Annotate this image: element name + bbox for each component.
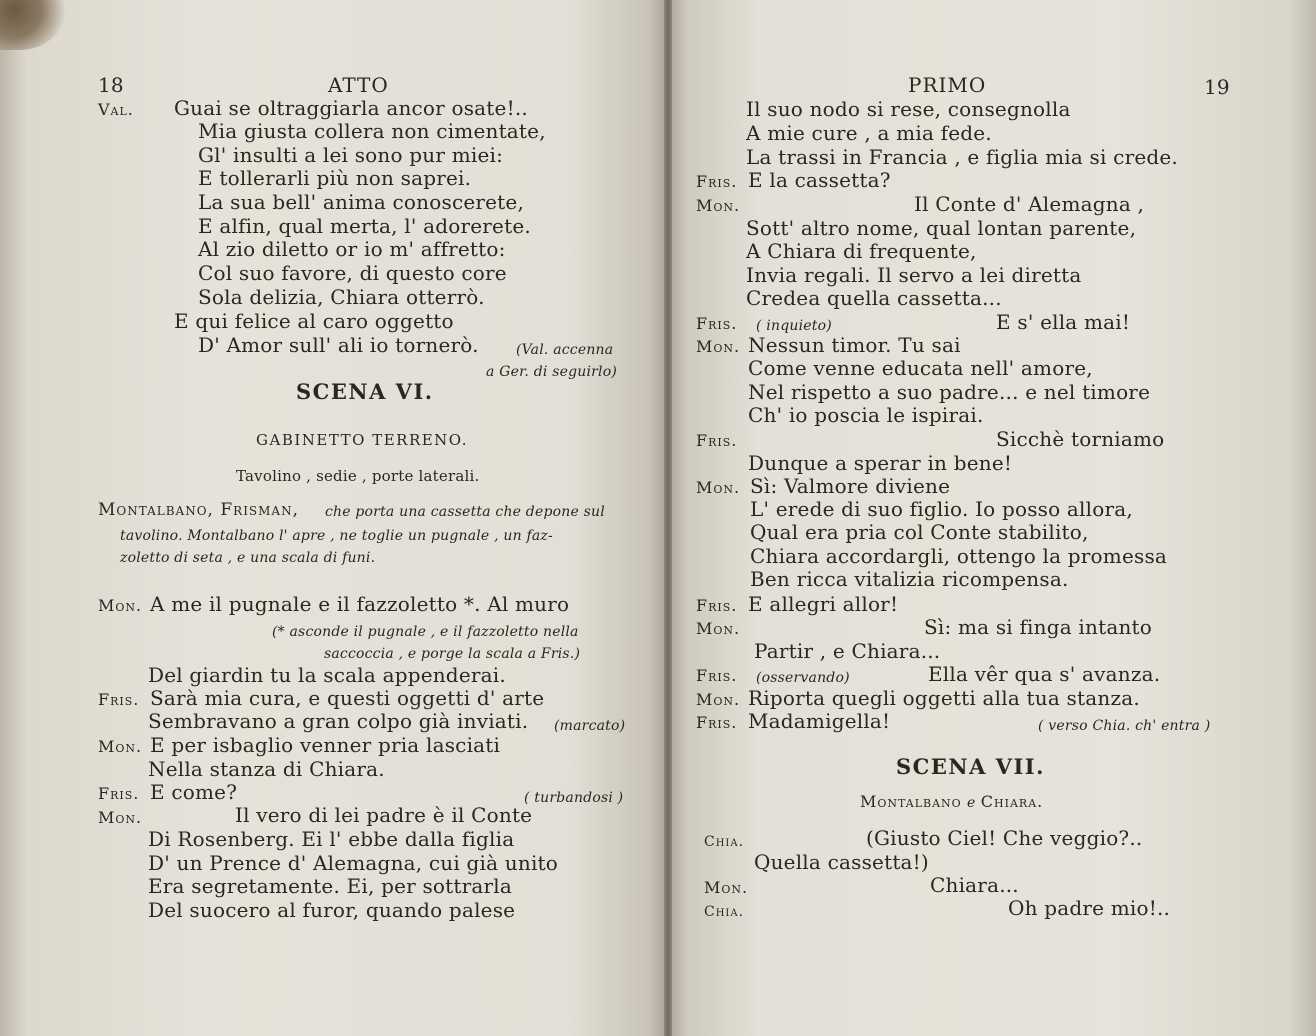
stage-direction: ( turbandosi ) xyxy=(524,790,624,806)
speaker: Mon. xyxy=(696,196,741,215)
verse-line: Invia regali. Il servo a lei diretta xyxy=(746,263,1082,287)
cast-direction: tavolino. Montalbano l' apre , ne toglie un pugnale , un faz- xyxy=(120,528,553,544)
speaker: Val. xyxy=(98,100,134,119)
speaker: Fris. xyxy=(696,713,738,732)
verse-line: La sua bell' anima conoscerete, xyxy=(198,190,525,214)
verse-line: Sarà mia cura, e questi oggetti d' arte xyxy=(150,686,545,710)
verse-line: Il vero di lei padre è il Conte xyxy=(235,803,533,827)
verse-line: Era segretamente. Ei, per sottrarla xyxy=(148,874,512,898)
stage-direction: (marcato) xyxy=(554,718,626,734)
stage-direction: saccoccia , e porge la scala a Fris.) xyxy=(324,646,581,662)
cast-list xyxy=(860,790,1043,815)
verse-line: Sicchè torniamo xyxy=(996,427,1165,451)
verse-line: Col suo favore, di questo core xyxy=(198,261,507,285)
verse-line: Sì: ma si finga intanto xyxy=(924,615,1153,639)
speaker: Chia. xyxy=(704,904,745,920)
stage-direction: a Ger. di seguirlo) xyxy=(486,364,617,380)
verse-line: Quella cassetta!) xyxy=(754,850,929,874)
verse-line: Nessun timor. Tu sai xyxy=(748,333,961,357)
verse-line: Partir , e Chiara... xyxy=(754,639,941,663)
cast-name: Chiara. xyxy=(980,792,1044,811)
verse-line: Il suo nodo si rese, consegnolla xyxy=(746,97,1071,121)
cast-name: Montalbano xyxy=(860,792,962,811)
verse-line: La trassi in Francia , e figlia mia si crede. xyxy=(746,145,1178,169)
speaker: Mon. xyxy=(696,619,741,638)
cast-direction: zoletto di seta , e una scala di funi. xyxy=(120,550,376,566)
cast-list: Montalbano, Frisman, xyxy=(98,500,300,520)
speaker: Fris. xyxy=(696,431,738,450)
speaker: Fris. xyxy=(696,314,738,333)
verse-line: A me il pugnale e il fazzoletto *. Al muro xyxy=(150,592,570,616)
verse-line: Come venne educata nell' amore, xyxy=(748,356,1093,380)
verse-line: Sola delizia, Chiara otterrò. xyxy=(198,285,485,309)
speaker: Mon. xyxy=(696,337,741,356)
verse-line: Riporta quegli oggetti alla tua stanza. xyxy=(748,686,1140,710)
verse-line: Nel rispetto a suo padre... e nel timore xyxy=(748,380,1151,404)
verse-line: E per isbaglio venner pria lasciati xyxy=(150,733,501,757)
stage-direction: ( verso Chia. ch' entra ) xyxy=(1038,718,1211,734)
cast-conjunction: e xyxy=(966,795,976,811)
stage-direction: (* asconde il pugnale , e il fazzoletto nella xyxy=(272,624,579,640)
verse-line: Del suocero al furor, quando palese xyxy=(148,898,516,922)
verse-line: Del giardin tu la scala appenderai. xyxy=(148,663,506,687)
verse-line: A mie cure , a mia fede. xyxy=(746,121,992,145)
cast-direction: che porta una cassetta che depone sul xyxy=(325,504,605,520)
verse-line: Di Rosenberg. Ei l' ebbe dalla figlia xyxy=(148,827,515,851)
verse-line: Il Conte d' Alemagna , xyxy=(914,192,1145,216)
verse-line: Sott' altro nome, qual lontan parente, xyxy=(746,216,1137,240)
speaker: Fris. xyxy=(98,784,140,803)
stage-direction: ( inquieto) xyxy=(756,318,832,334)
verse-line: L' erede di suo figlio. Io posso allora, xyxy=(750,497,1133,521)
verse-line: Nella stanza di Chiara. xyxy=(148,757,385,781)
verse-line: E la cassetta? xyxy=(748,168,891,192)
running-head: PRIMO xyxy=(908,73,987,97)
page-stain xyxy=(0,0,70,50)
scene-props: Tavolino , sedie , porte laterali. xyxy=(236,467,480,485)
speaker: Mon. xyxy=(98,737,143,756)
verse-line: Gl' insulti a lei sono pur miei: xyxy=(198,143,504,167)
speaker: Chia. xyxy=(704,834,745,850)
verse-line: (Giusto Ciel! Che veggio?.. xyxy=(866,826,1143,850)
verse-line: Mia giusta collera non cimentate, xyxy=(198,119,546,143)
verse-line: Ella vêr qua s' avanza. xyxy=(928,662,1161,686)
verse-line: Chiara accordargli, ottengo la promessa xyxy=(750,544,1168,568)
verse-line: E tollerarli più non saprei. xyxy=(198,166,472,190)
speaker: Fris. xyxy=(696,172,738,191)
verse-line: E qui felice al caro oggetto xyxy=(174,309,454,333)
verse-line: Al zio diletto or io m' affretto: xyxy=(198,237,506,261)
page-number: 19 xyxy=(1204,75,1230,99)
verse-line: Sì: Valmore diviene xyxy=(750,474,951,498)
speaker: Fris. xyxy=(98,690,140,709)
right-page xyxy=(668,0,1316,1036)
speaker: Mon. xyxy=(696,690,741,709)
verse-line: D' Amor sull' ali io tornerò. xyxy=(198,333,479,357)
book-gutter xyxy=(664,0,672,1036)
verse-line: Sembravano a gran colpo già inviati. xyxy=(148,709,529,733)
verse-line: D' un Prence d' Alemagna, cui già unito xyxy=(148,851,559,875)
speaker: Fris. xyxy=(696,666,738,685)
scene-setting: GABINETTO TERRENO. xyxy=(256,431,468,449)
scene-title: SCENA VI. xyxy=(296,379,434,404)
stage-direction: (Val. accenna xyxy=(516,342,614,358)
page-number: 18 xyxy=(98,73,124,97)
verse-line: Ben ricca vitalizia ricompensa. xyxy=(750,567,1069,591)
speaker: Mon. xyxy=(98,596,143,615)
verse-line: Qual era pria col Conte stabilito, xyxy=(750,520,1089,544)
verse-line: E alfin, qual merta, l' adorerete. xyxy=(198,214,531,238)
scene-title: SCENA VII. xyxy=(896,754,1045,779)
speaker: Mon. xyxy=(704,878,749,897)
running-head: ATTO xyxy=(328,73,389,97)
stage-direction: (osservando) xyxy=(756,670,850,686)
verse-line: E allegri allor! xyxy=(748,592,899,616)
verse-line: Guai se oltraggiarla ancor osate!.. xyxy=(174,96,528,120)
verse-line: Credea quella cassetta... xyxy=(746,286,1002,310)
verse-line: Chiara... xyxy=(930,873,1019,897)
speaker: Mon. xyxy=(98,808,143,827)
verse-line: Dunque a sperar in bene! xyxy=(748,451,1013,475)
verse-line: Madamigella! xyxy=(748,709,891,733)
verse-line: Ch' io poscia le ispirai. xyxy=(748,403,984,427)
verse-line: E come? xyxy=(150,780,238,804)
speaker: Mon. xyxy=(696,478,741,497)
speaker: Fris. xyxy=(696,596,738,615)
verse-line: Oh padre mio!.. xyxy=(1008,896,1171,920)
verse-line: E s' ella mai! xyxy=(996,310,1131,334)
verse-line: A Chiara di frequente, xyxy=(746,239,977,263)
